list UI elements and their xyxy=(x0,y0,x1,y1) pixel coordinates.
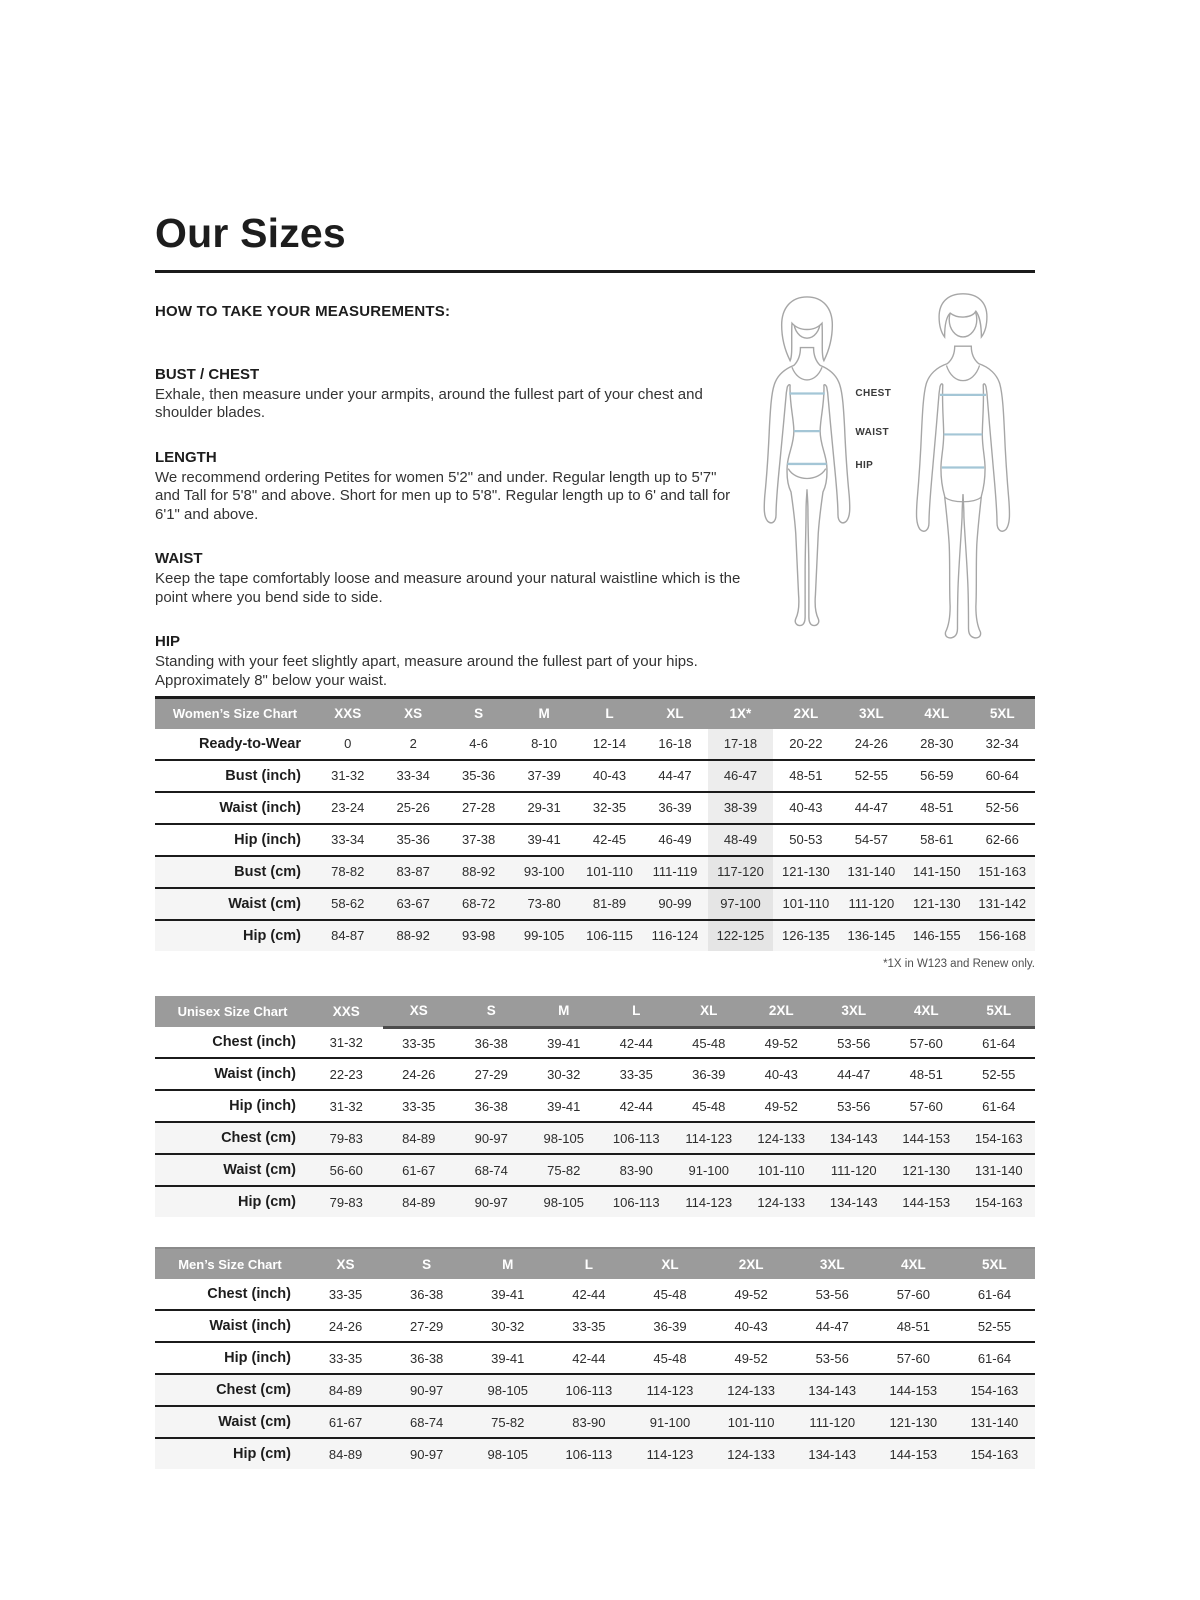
size-value-cell: 117-120 xyxy=(708,856,773,888)
size-value-cell: 42-45 xyxy=(592,832,627,848)
size-value-cell: 131-140 xyxy=(974,1162,1023,1178)
size-value-cell: 106-113 xyxy=(612,1194,660,1210)
unisex-size-chart xyxy=(155,996,1035,1218)
size-value-cell: 36-39 xyxy=(692,1066,726,1082)
size-value-cell: 44-47 xyxy=(854,800,888,816)
size-value-cell: 154-163 xyxy=(974,1130,1023,1146)
size-value-cell: 90-99 xyxy=(658,896,692,912)
size-value-cell: 106-115 xyxy=(586,928,633,944)
size-value-cell: 97-100 xyxy=(708,888,773,920)
size-value-cell: 44-47 xyxy=(837,1066,871,1082)
size-value-cell: 114-123 xyxy=(685,1130,733,1146)
row-label: Chest (cm) xyxy=(216,1382,291,1399)
size-value-cell: 50-53 xyxy=(789,832,823,848)
size-value-cell: 31-32 xyxy=(329,1098,363,1114)
size-column-header: 2XL xyxy=(773,697,838,729)
size-value-cell: 24-26 xyxy=(402,1066,436,1082)
size-value-cell: 40-43 xyxy=(764,1066,798,1082)
size-value-cell: 144-153 xyxy=(902,1194,951,1210)
size-value-cell: 33-35 xyxy=(402,1035,436,1051)
size-column-header: S xyxy=(386,1248,467,1279)
size-value-cell: 30-32 xyxy=(491,1318,525,1334)
size-value-cell: 45-48 xyxy=(692,1098,726,1114)
size-column-header: 5XL xyxy=(963,996,1036,1028)
table-row xyxy=(155,920,1035,951)
size-value-cell: 84-87 xyxy=(331,928,365,944)
man-figure-illustration xyxy=(894,291,1032,645)
section-length xyxy=(155,449,744,524)
size-value-cell: 121-130 xyxy=(782,864,830,880)
section-bust-chest xyxy=(155,366,744,423)
size-value-cell: 24-26 xyxy=(328,1318,363,1334)
size-value-cell: 48-49 xyxy=(708,824,773,856)
size-column-header: 1X* xyxy=(708,697,773,729)
table-title: Men’s Size Chart xyxy=(155,1248,305,1279)
size-column-header: XS xyxy=(305,1248,386,1279)
size-column-header: 5XL xyxy=(970,697,1035,729)
size-value-cell: 146-155 xyxy=(912,928,961,944)
size-value-cell: 32-34 xyxy=(985,736,1019,752)
size-value-cell: 36-38 xyxy=(410,1286,444,1302)
size-value-cell: 61-64 xyxy=(977,1350,1012,1366)
size-value-cell: 46-47 xyxy=(708,760,773,792)
size-value-cell: 144-153 xyxy=(889,1382,938,1398)
size-value-cell: 75-82 xyxy=(491,1414,525,1430)
row-label: Hip (inch) xyxy=(234,831,301,848)
womens-chart-footnote: *1X in W123 and Renew only. xyxy=(883,957,1035,970)
size-value-cell: 68-74 xyxy=(410,1414,444,1430)
row-label: Waist (inch) xyxy=(219,799,301,816)
size-column-header: 4XL xyxy=(873,1248,954,1279)
size-value-cell: 84-89 xyxy=(402,1130,436,1146)
size-value-cell: 83-90 xyxy=(572,1414,606,1430)
size-value-cell: 49-52 xyxy=(734,1350,768,1366)
size-value-cell: 54-57 xyxy=(854,832,888,848)
size-value-cell: 98-105 xyxy=(487,1382,529,1398)
row-label: Hip (cm) xyxy=(243,927,301,944)
section-body: Exhale, then measure under your armpits, around the fullest part of your chest and shoulder blades. xyxy=(155,386,703,422)
size-value-cell: 40-43 xyxy=(592,768,627,784)
waist-line-label: WAIST xyxy=(855,427,889,438)
size-value-cell: 16-18 xyxy=(658,736,692,752)
size-value-cell: 33-35 xyxy=(328,1350,363,1366)
size-value-cell: 25-26 xyxy=(396,800,430,816)
size-value-cell: 58-62 xyxy=(331,896,365,912)
size-value-cell: 61-67 xyxy=(402,1162,436,1178)
size-value-cell: 48-51 xyxy=(896,1318,930,1334)
title-divider xyxy=(155,270,1035,273)
size-value-cell: 60-64 xyxy=(985,768,1019,784)
section-title: WAIST xyxy=(155,550,203,568)
size-value-cell: 134-143 xyxy=(829,1194,878,1210)
size-value-cell: 42-44 xyxy=(572,1350,606,1366)
instructions-heading: HOW TO TAKE YOUR MEASUREMENTS: xyxy=(155,303,451,320)
size-value-cell: 81-89 xyxy=(592,896,627,912)
size-column-header: 3XL xyxy=(818,996,891,1028)
size-value-cell: 90-97 xyxy=(410,1446,444,1462)
size-value-cell: 124-133 xyxy=(757,1194,806,1210)
size-value-cell: 116-124 xyxy=(651,928,699,944)
size-value-cell: 39-41 xyxy=(527,832,561,848)
size-value-cell: 90-97 xyxy=(410,1382,444,1398)
size-value-cell: 131-140 xyxy=(970,1414,1019,1430)
size-value-cell: 31-32 xyxy=(329,1034,363,1050)
size-value-cell: 0 xyxy=(344,736,352,752)
size-value-cell: 73-80 xyxy=(527,896,561,912)
size-value-cell: 124-133 xyxy=(727,1446,775,1462)
size-value-cell: 45-48 xyxy=(653,1350,687,1366)
size-value-cell: 53-56 xyxy=(815,1350,849,1366)
size-value-cell: 12-14 xyxy=(592,736,627,752)
row-label: Chest (inch) xyxy=(207,1286,291,1303)
size-value-cell: 114-123 xyxy=(646,1446,694,1462)
mens-size-chart xyxy=(155,1247,1035,1469)
table-title: Unisex Size Chart xyxy=(155,996,310,1028)
table-row xyxy=(155,1058,1035,1090)
size-value-cell: 98-105 xyxy=(543,1130,584,1146)
size-value-cell: 84-89 xyxy=(402,1194,436,1210)
row-label: Waist (cm) xyxy=(228,895,301,912)
size-value-cell: 75-82 xyxy=(547,1162,581,1178)
size-value-cell: 33-35 xyxy=(328,1286,363,1302)
size-column-header: L xyxy=(577,697,642,729)
measurement-figures xyxy=(744,289,1035,651)
size-value-cell: 84-89 xyxy=(328,1446,363,1462)
size-value-cell: 44-47 xyxy=(658,768,692,784)
size-column-header: 3XL xyxy=(839,697,904,729)
size-value-cell: 17-18 xyxy=(708,729,773,760)
size-value-cell: 61-67 xyxy=(328,1414,363,1430)
size-value-cell: 36-38 xyxy=(410,1350,444,1366)
size-value-cell: 36-39 xyxy=(653,1318,687,1334)
section-body: Standing with your feet slightly apart, measure around the fullest part of your hips. Approximately 8" below your waist. xyxy=(155,653,698,689)
size-value-cell: 141-150 xyxy=(912,864,961,880)
size-value-cell: 90-97 xyxy=(474,1194,508,1210)
size-column-header: L xyxy=(600,996,673,1028)
measurement-instructions xyxy=(155,303,744,690)
table-row xyxy=(155,729,1035,760)
row-label: Waist (inch) xyxy=(209,1318,291,1335)
size-value-cell: 84-89 xyxy=(328,1382,363,1398)
table-row xyxy=(155,1406,1035,1438)
row-label: Chest (cm) xyxy=(221,1130,296,1147)
hip-line-label: HIP xyxy=(855,460,874,471)
size-column-header: M xyxy=(511,697,576,729)
table-row xyxy=(155,856,1035,888)
size-value-cell: 151-163 xyxy=(978,864,1027,880)
womens-size-chart-table xyxy=(155,696,1035,951)
size-column-header: 4XL xyxy=(904,697,969,729)
size-value-cell: 52-55 xyxy=(854,768,888,784)
size-value-cell: 90-97 xyxy=(474,1130,508,1146)
row-label: Waist (cm) xyxy=(218,1414,291,1431)
size-value-cell: 101-110 xyxy=(782,896,830,912)
size-value-cell: 38-39 xyxy=(708,792,773,824)
size-value-cell: 61-64 xyxy=(982,1035,1016,1051)
size-value-cell: 134-143 xyxy=(808,1382,857,1398)
size-value-cell: 154-163 xyxy=(970,1382,1019,1398)
size-value-cell: 101-110 xyxy=(727,1414,775,1430)
size-value-cell: 33-35 xyxy=(619,1066,653,1082)
size-column-header: S xyxy=(446,697,511,729)
table-row xyxy=(155,760,1035,792)
size-value-cell: 57-60 xyxy=(896,1286,930,1302)
table-row xyxy=(155,1090,1035,1122)
size-value-cell: 154-163 xyxy=(970,1446,1019,1462)
size-value-cell: 4-6 xyxy=(469,736,489,752)
size-value-cell: 91-100 xyxy=(649,1414,691,1430)
size-column-header: 5XL xyxy=(954,1248,1035,1279)
size-value-cell: 35-36 xyxy=(396,832,430,848)
size-value-cell: 79-83 xyxy=(329,1194,363,1210)
size-value-cell: 91-100 xyxy=(688,1162,729,1178)
spacer xyxy=(155,1217,1035,1247)
size-value-cell: 144-153 xyxy=(902,1130,951,1146)
size-column-header: L xyxy=(548,1248,629,1279)
size-value-cell: 88-92 xyxy=(462,864,496,880)
size-value-cell: 93-98 xyxy=(462,928,496,944)
size-value-cell: 88-92 xyxy=(396,928,430,944)
table-title: Women’s Size Chart xyxy=(155,697,315,729)
row-label: Bust (cm) xyxy=(234,863,301,880)
row-label: Waist (inch) xyxy=(214,1066,296,1083)
size-value-cell: 35-36 xyxy=(462,768,496,784)
size-value-cell: 124-133 xyxy=(727,1382,775,1398)
size-value-cell: 42-44 xyxy=(619,1098,653,1114)
size-value-cell: 57-60 xyxy=(909,1035,943,1051)
chest-line-label: CHEST xyxy=(855,388,892,399)
size-column-header: XXS xyxy=(315,697,380,729)
size-value-cell: 32-35 xyxy=(592,800,627,816)
size-value-cell: 83-90 xyxy=(619,1162,653,1178)
table-row xyxy=(155,792,1035,824)
size-value-cell: 37-38 xyxy=(462,832,496,848)
size-column-header: M xyxy=(528,996,601,1028)
size-value-cell: 2 xyxy=(409,736,417,752)
size-value-cell: 101-110 xyxy=(757,1162,805,1178)
size-value-cell: 154-163 xyxy=(974,1194,1023,1210)
size-value-cell: 57-60 xyxy=(896,1350,930,1366)
size-value-cell: 78-82 xyxy=(331,864,365,880)
size-column-header: M xyxy=(467,1248,548,1279)
section-title: HIP xyxy=(155,633,181,651)
table-row xyxy=(155,1438,1035,1469)
size-value-cell: 98-105 xyxy=(487,1446,529,1462)
size-value-cell: 136-145 xyxy=(847,928,896,944)
size-value-cell: 101-110 xyxy=(586,864,633,880)
size-value-cell: 111-120 xyxy=(809,1414,856,1430)
size-value-cell: 134-143 xyxy=(829,1130,878,1146)
size-value-cell: 8-10 xyxy=(531,736,558,752)
size-value-cell: 44-47 xyxy=(815,1318,849,1334)
size-value-cell: 53-56 xyxy=(837,1035,871,1051)
table-row xyxy=(155,1374,1035,1406)
size-value-cell: 68-74 xyxy=(474,1162,508,1178)
size-value-cell: 33-34 xyxy=(331,832,365,848)
size-value-cell: 45-48 xyxy=(692,1035,726,1051)
size-value-cell: 99-105 xyxy=(523,928,565,944)
size-value-cell: 48-51 xyxy=(909,1066,943,1082)
size-value-cell: 39-41 xyxy=(547,1098,581,1114)
size-value-cell: 49-52 xyxy=(764,1035,798,1051)
table-row xyxy=(155,1154,1035,1186)
row-label: Hip (inch) xyxy=(224,1350,291,1367)
size-value-cell: 30-32 xyxy=(547,1066,581,1082)
table-row xyxy=(155,1027,1035,1058)
size-value-cell: 98-105 xyxy=(543,1194,584,1210)
size-column-header: XL xyxy=(629,1248,710,1279)
size-value-cell: 39-41 xyxy=(547,1035,581,1051)
table-row xyxy=(155,1186,1035,1217)
size-value-cell: 33-34 xyxy=(396,768,430,784)
row-label: Hip (inch) xyxy=(229,1098,296,1115)
size-value-cell: 62-66 xyxy=(985,832,1019,848)
section-hip xyxy=(155,633,744,690)
size-column-header: 2XL xyxy=(745,996,818,1028)
mens-size-chart-table xyxy=(155,1247,1035,1469)
size-column-header: 4XL xyxy=(890,996,963,1028)
size-value-cell: 122-125 xyxy=(708,920,773,951)
section-body: Keep the tape comfortably loose and measure around your natural waistline which is the point where you bend side to side. xyxy=(155,570,741,606)
row-label: Hip (cm) xyxy=(233,1446,291,1463)
size-value-cell: 58-61 xyxy=(920,832,954,848)
size-value-cell: 106-113 xyxy=(565,1382,613,1398)
size-value-cell: 144-153 xyxy=(889,1446,938,1462)
size-column-header: XL xyxy=(673,996,746,1028)
size-value-cell: 27-29 xyxy=(410,1318,444,1334)
size-value-cell: 28-30 xyxy=(920,736,954,752)
size-value-cell: 83-87 xyxy=(396,864,430,880)
size-value-cell: 39-41 xyxy=(491,1350,525,1366)
row-label: Hip (cm) xyxy=(238,1194,296,1211)
size-value-cell: 124-133 xyxy=(757,1130,806,1146)
size-column-header: XL xyxy=(642,697,707,729)
size-value-cell: 52-55 xyxy=(977,1318,1012,1334)
size-value-cell: 52-56 xyxy=(985,800,1019,816)
size-value-cell: 106-113 xyxy=(565,1446,613,1462)
section-body: We recommend ordering Petites for women 5'2" and under. Regular length up to 5'7" and Tall for 5'8" and above. Short for men up to 5'8". Regular length up to 6' and tall for 6'1" and above. xyxy=(155,468,731,523)
size-column-header: 3XL xyxy=(792,1248,873,1279)
size-value-cell: 121-130 xyxy=(912,896,961,912)
size-value-cell: 22-23 xyxy=(329,1066,363,1082)
row-label: Bust (inch) xyxy=(225,767,301,784)
size-value-cell: 53-56 xyxy=(815,1286,849,1302)
row-label: Chest (inch) xyxy=(212,1034,296,1051)
size-value-cell: 53-56 xyxy=(837,1098,871,1114)
size-value-cell: 111-120 xyxy=(848,896,895,912)
table-row xyxy=(155,888,1035,920)
size-value-cell: 56-59 xyxy=(920,768,954,784)
section-title: LENGTH xyxy=(155,448,217,466)
size-value-cell: 114-123 xyxy=(685,1194,733,1210)
size-value-cell: 39-41 xyxy=(491,1286,525,1302)
size-value-cell: 134-143 xyxy=(808,1446,857,1462)
size-value-cell: 111-119 xyxy=(652,864,698,880)
size-value-cell: 45-48 xyxy=(653,1286,687,1302)
size-value-cell: 63-67 xyxy=(396,896,430,912)
size-column-header: S xyxy=(455,996,528,1028)
size-value-cell: 121-130 xyxy=(902,1162,951,1178)
size-value-cell: 36-38 xyxy=(474,1035,508,1051)
woman-figure-illustration xyxy=(746,293,868,633)
size-value-cell: 52-55 xyxy=(982,1066,1016,1082)
size-value-cell: 49-52 xyxy=(764,1098,798,1114)
intro-section xyxy=(155,303,1035,690)
row-label: Waist (cm) xyxy=(223,1162,296,1179)
size-value-cell: 79-83 xyxy=(329,1130,363,1146)
size-value-cell: 31-32 xyxy=(331,768,365,784)
section-waist xyxy=(155,550,744,607)
size-value-cell: 46-49 xyxy=(658,832,692,848)
size-value-cell: 29-31 xyxy=(527,800,561,816)
size-value-cell: 93-100 xyxy=(523,864,565,880)
size-value-cell: 48-51 xyxy=(789,768,823,784)
size-value-cell: 42-44 xyxy=(619,1035,653,1051)
size-value-cell: 121-130 xyxy=(889,1414,938,1430)
size-value-cell: 61-64 xyxy=(982,1098,1016,1114)
size-value-cell: 61-64 xyxy=(977,1286,1012,1302)
size-column-header: XS xyxy=(383,996,456,1028)
size-value-cell: 156-168 xyxy=(978,928,1027,944)
size-value-cell: 37-39 xyxy=(527,768,561,784)
size-column-header: XS xyxy=(380,697,445,729)
table-row xyxy=(155,1310,1035,1342)
size-value-cell: 131-140 xyxy=(847,864,896,880)
size-value-cell: 24-26 xyxy=(854,736,888,752)
size-value-cell: 56-60 xyxy=(329,1162,363,1178)
table-row xyxy=(155,1342,1035,1374)
table-row xyxy=(155,824,1035,856)
size-value-cell: 111-120 xyxy=(830,1162,877,1178)
unisex-size-chart-table xyxy=(155,996,1035,1218)
table-row xyxy=(155,1122,1035,1154)
page-title: Our Sizes xyxy=(155,210,346,256)
size-value-cell: 33-35 xyxy=(402,1098,436,1114)
spacer xyxy=(155,970,1035,996)
size-value-cell: 36-38 xyxy=(474,1098,508,1114)
page-content xyxy=(155,0,1035,1469)
size-value-cell: 131-142 xyxy=(978,896,1027,912)
size-value-cell: 68-72 xyxy=(462,896,496,912)
table-row xyxy=(155,1279,1035,1310)
womens-size-chart xyxy=(155,696,1035,951)
size-value-cell: 20-22 xyxy=(789,736,823,752)
size-value-cell: 114-123 xyxy=(646,1382,694,1398)
size-column-header: 2XL xyxy=(711,1248,792,1279)
size-tables-section xyxy=(155,696,1035,1470)
size-value-cell: 33-35 xyxy=(572,1318,606,1334)
size-value-cell: 126-135 xyxy=(782,928,830,944)
size-value-cell: 106-113 xyxy=(612,1130,660,1146)
section-title: BUST / CHEST xyxy=(155,366,260,383)
size-value-cell: 49-52 xyxy=(734,1286,768,1302)
size-value-cell: 57-60 xyxy=(909,1098,943,1114)
size-column-header: XXS xyxy=(310,996,383,1028)
size-value-cell: 36-39 xyxy=(658,800,692,816)
size-value-cell: 23-24 xyxy=(331,800,365,816)
size-value-cell: 27-28 xyxy=(462,800,496,816)
size-value-cell: 48-51 xyxy=(920,800,954,816)
row-label: Ready-to-Wear xyxy=(198,735,301,752)
size-value-cell: 40-43 xyxy=(789,800,823,816)
size-value-cell: 42-44 xyxy=(572,1286,606,1302)
size-value-cell: 40-43 xyxy=(734,1318,768,1334)
size-value-cell: 27-29 xyxy=(474,1066,508,1082)
